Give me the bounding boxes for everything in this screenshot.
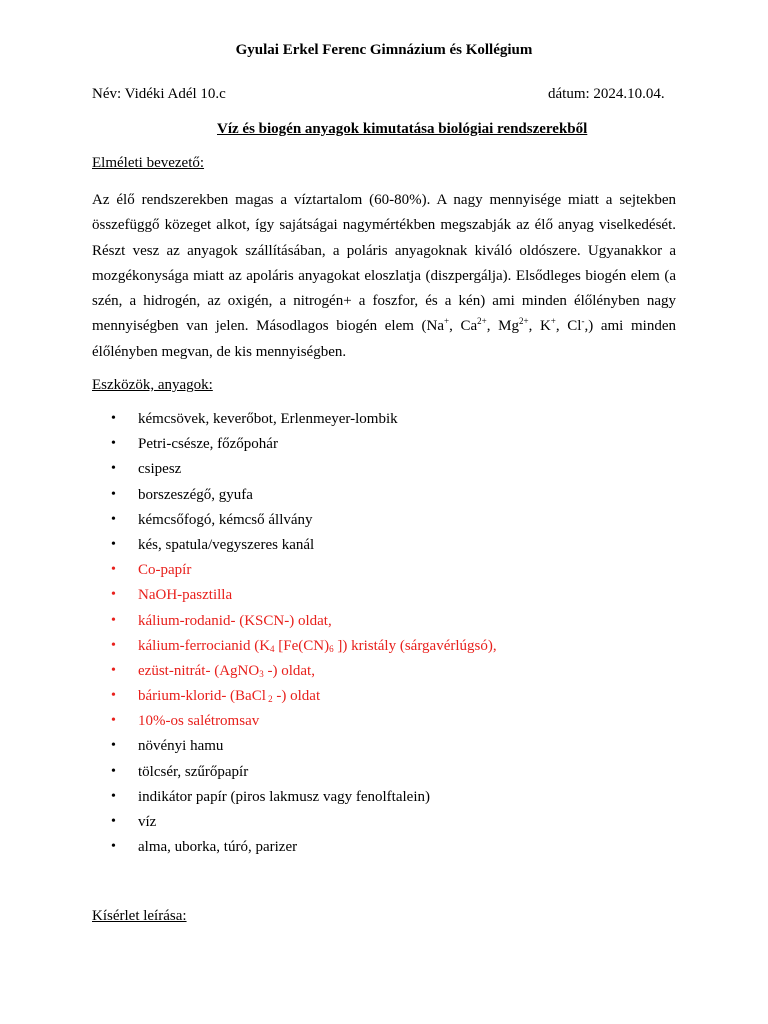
materials-list: [92, 408, 497, 861]
list-item-text: kálium-rodanid- (KSCN-) oldat,: [138, 612, 332, 629]
bullet-icon: •: [111, 562, 116, 578]
list-item: [92, 534, 497, 559]
list-item-text: növényi hamu: [138, 738, 224, 755]
list-item-text: -) oldat: [272, 688, 321, 705]
list-item: [92, 786, 497, 811]
list-item: [92, 433, 497, 458]
list-item-text: kálium-ferrocianid (K: [138, 637, 271, 654]
list-item-text: bárium-klorid- (BaCl: [138, 688, 266, 705]
ion-mg: , Mg: [486, 318, 519, 335]
list-item: [92, 660, 497, 685]
subscript: 2: [265, 694, 273, 705]
bullet-icon: •: [111, 536, 116, 552]
list-item-text: ]) kristály (sárgavérlúgsó),: [333, 637, 497, 654]
ion-ca: , Ca: [449, 318, 478, 335]
bullet-icon: •: [111, 814, 116, 829]
list-item-text: [Fe(CN): [274, 637, 330, 654]
intro-text: Az élő rendszerekben magas a víztartalom (60-80%). A nagy mennyisége miatt a sejtekben összefüggő közeget alkot, így sajátságai nagymértékben megszabják az élő anyag viselkedését. Részt vesz az anyagok szállításában, a poláris anyagoknak kiváló oldószere. Ugyanakkor a mozgékonysága miatt az apoláris anyagokat eloszlatja (diszpergálja). Elsődleges biogén elem (a szén, a hidrogén, az oxigén, a nitrogén+ a foszfor, és a kén) ami minden élőlényben nagy mennyiségben van jelen. Másodlagos biogén elem (Na: [92, 192, 676, 335]
school-name: Gyulai Erkel Ferenc Gimnázium és Kollégium: [235, 42, 533, 58]
list-item-text: -) oldat,: [263, 662, 315, 679]
list-item-text: Co-papír: [138, 562, 192, 579]
bullet-icon: •: [111, 839, 116, 855]
list-item-text: indikátor papír (piros lakmusz vagy fenolftalein): [138, 788, 430, 805]
subscript: 3: [259, 668, 264, 679]
list-item: [92, 836, 497, 861]
list-item: [92, 559, 497, 584]
list-item: [92, 584, 497, 609]
list-item: [92, 610, 497, 635]
subscript: 6: [329, 643, 334, 654]
list-item: [92, 509, 497, 534]
list-item-text: ezüst-nitrát- (AgNO: [138, 662, 260, 679]
list-item-text: borszeszégő, gyufa: [138, 486, 253, 503]
sup-mg: 2+: [518, 316, 529, 327]
sup-ca: 2+: [477, 316, 487, 327]
bullet-icon: •: [111, 511, 116, 527]
list-item-text: kémcsőfogó, kémcső állvány: [138, 511, 313, 528]
sup-k: +: [550, 316, 556, 327]
list-item-text: 10%-os salétromsav: [138, 713, 260, 730]
list-item-text: kémcsövek, keverőbot, Erlenmeyer-lombik: [138, 411, 398, 427]
ion-cl: , Cl: [555, 318, 582, 335]
sup-na: +: [444, 316, 450, 327]
bullet-icon: •: [111, 637, 116, 653]
document-title: Víz és biogén anyagok kimutatása biológiai rendszerekből: [217, 121, 588, 137]
student-name: Név: Vidéki Adél 10.c: [92, 86, 226, 102]
subscript: 4: [270, 643, 275, 654]
bullet-icon: •: [111, 688, 116, 704]
list-item-text: kés, spatula/vegyszeres kanál: [138, 536, 315, 553]
bullet-icon: •: [111, 587, 116, 603]
list-item-text: tölcsér, szűrőpapír: [138, 763, 249, 780]
materials-heading: Eszközök, anyagok:: [92, 377, 213, 393]
list-item: [92, 811, 497, 836]
name-date-line: [92, 86, 676, 103]
list-item: [92, 710, 497, 735]
list-item: [92, 761, 497, 786]
experiment-heading: Kísérlet leírása:: [92, 908, 187, 924]
list-item-text: csipesz: [138, 461, 182, 478]
bullet-icon: •: [111, 763, 116, 779]
list-item-text: víz: [138, 814, 157, 830]
bullet-icon: •: [111, 612, 116, 628]
list-item: [92, 635, 497, 660]
bullet-icon: •: [111, 662, 116, 678]
bullet-icon: •: [111, 461, 116, 477]
list-item: [92, 458, 497, 483]
document-date: dátum: 2024.10.04.: [548, 86, 665, 102]
bullet-icon: •: [111, 411, 116, 426]
list-item-text: Petri-csésze, főzőpohár: [138, 436, 278, 453]
bullet-icon: •: [111, 436, 116, 452]
list-item-text: NaOH-pasztilla: [138, 587, 233, 604]
bullet-icon: •: [111, 713, 116, 729]
list-item-text: alma, uborka, túró, parizer: [138, 839, 298, 856]
bullet-icon: •: [111, 738, 116, 754]
bullet-icon: •: [111, 788, 116, 804]
intro-paragraph: [92, 188, 676, 365]
intro-text-end: ,) ami minden élőlényben megvan, de kis mennyiségben.: [92, 318, 676, 360]
intro-heading: Elméleti bevezető:: [92, 155, 205, 171]
ion-k: , K: [528, 318, 551, 335]
list-item: [92, 685, 497, 710]
sup-cl: -: [581, 316, 585, 327]
bullet-icon: •: [111, 486, 116, 502]
list-item: [92, 408, 497, 433]
list-item: [92, 484, 497, 509]
list-item: [92, 735, 497, 760]
